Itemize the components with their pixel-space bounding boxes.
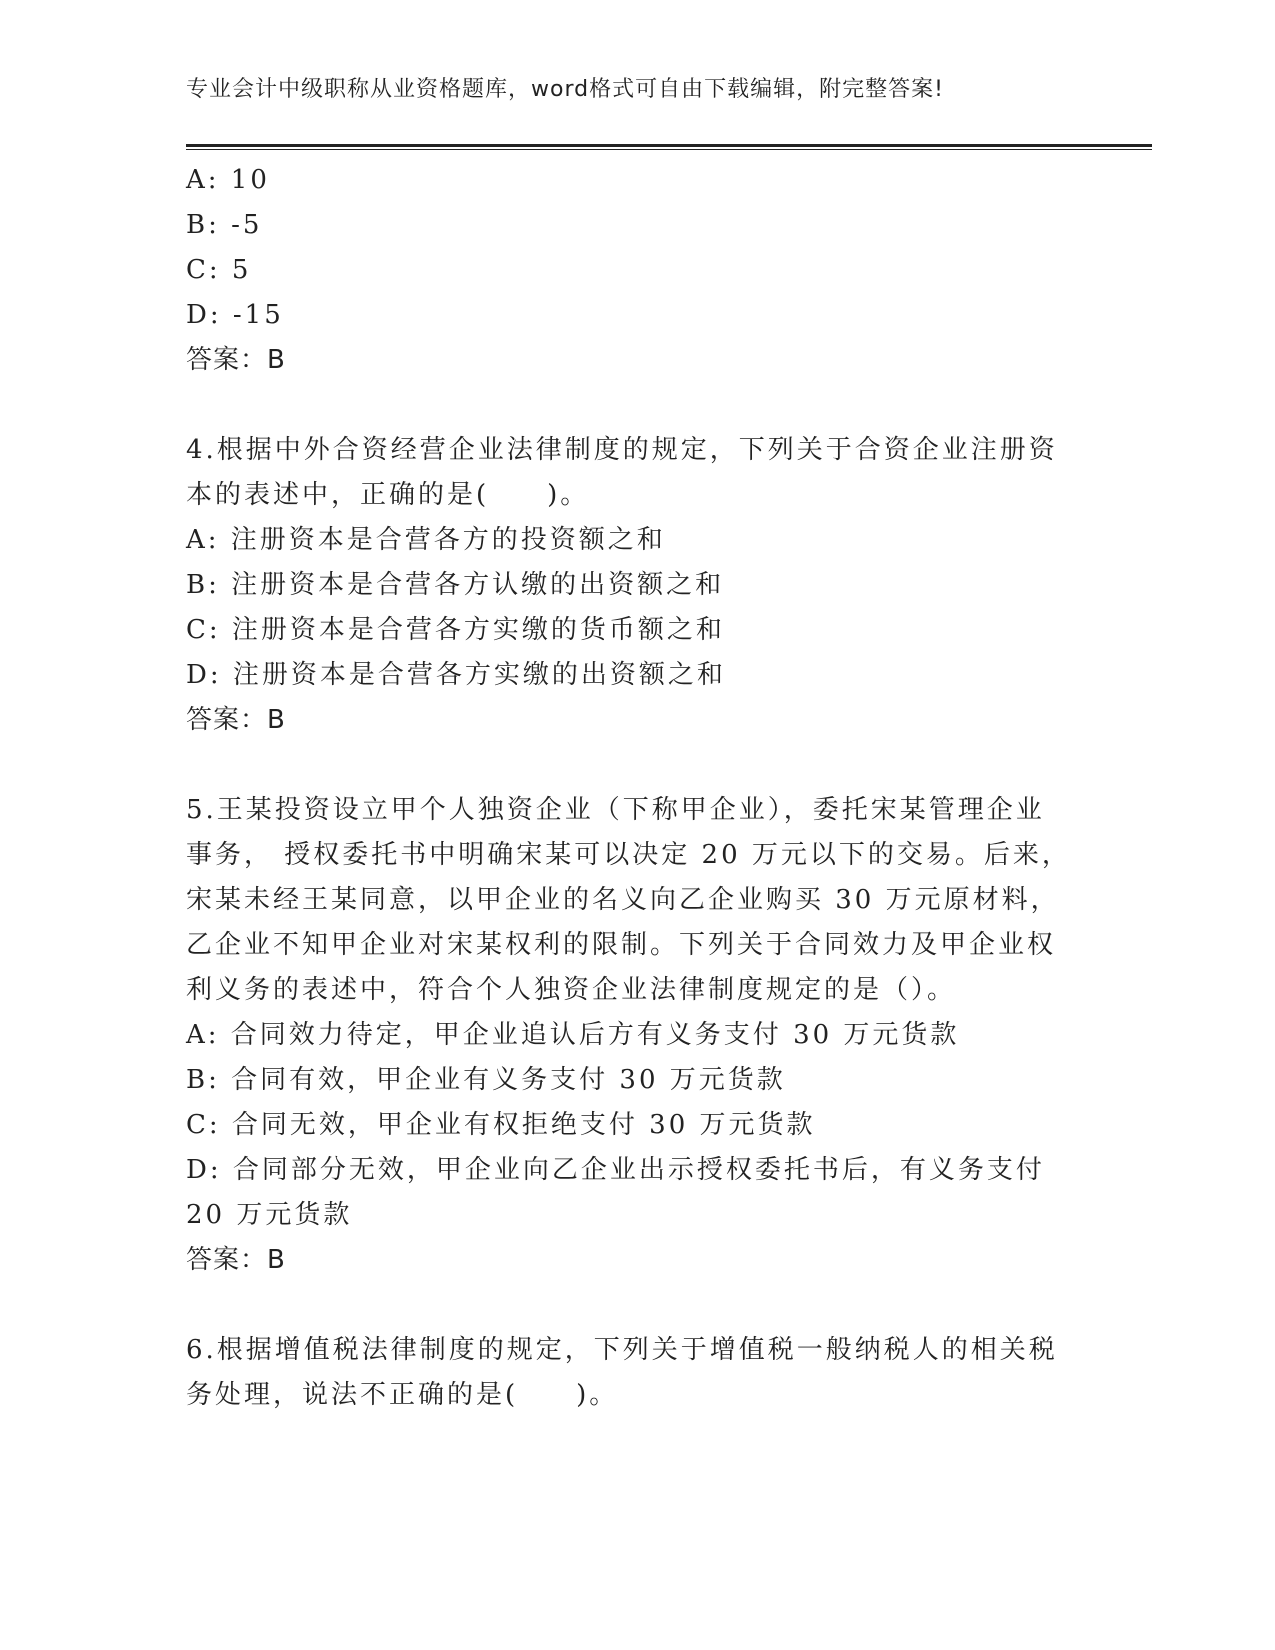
option-b: B: 注册资本是合营各方认缴的出资额之和 [186,570,725,600]
option-a: A: 合同效力待定，甲企业追认后方有义务支付 30 万元货款 [186,1020,960,1050]
option-a: A: 注册资本是合营各方的投资额之和 [186,525,666,555]
answer-line: 答案：B [186,705,286,735]
option-b: B: -5 [186,210,263,240]
question-6 [186,1328,1066,1418]
option-d: D: -15 [186,300,284,330]
option-c: C: 5 [186,255,252,285]
spacer [186,1283,1066,1328]
question-text: 利义务的表述中，符合个人独资企业法律制度规定的是（）。 [186,975,957,1005]
question-text: 4.根据中外合资经营企业法律制度的规定，下列关于合资企业注册资 [186,435,1058,465]
question-text: 事务， 授权委托书中明确宋某可以决定 20 万元以下的交易。后来， [186,840,1071,870]
header-divider [186,144,1152,150]
spacer [186,383,1066,428]
question-text: 乙企业不知甲企业对宋某权利的限制。下列关于合同效力及甲企业权 [186,930,1057,960]
answer-line: 答案：B [186,345,286,375]
question-text: 6.根据增值税法律制度的规定，下列关于增值税一般纳税人的相关税 [186,1335,1058,1365]
question-text: 5.王某投资设立甲个人独资企业（下称甲企业），委托宋某管理企业 [186,795,1045,825]
question-text: 本的表述中，正确的是( )。 [186,480,590,510]
option-b: B: 合同有效，甲企业有义务支付 30 万元货款 [186,1065,786,1095]
question-5 [186,788,1071,1283]
spacer [186,743,1066,788]
question-text: 宋某未经王某同意，以甲企业的名义向乙企业购买 30 万元原材料， [186,885,1060,915]
question-3-options [186,158,1066,383]
option-c: C: 合同无效，甲企业有权拒绝支付 30 万元货款 [186,1110,816,1140]
question-text: 务处理，说法不正确的是( )。 [186,1380,619,1410]
question-4 [186,428,1066,743]
option-d-continued: 20 万元货款 [186,1200,353,1230]
page-header: 专业会计中级职称从业资格题库，word格式可自由下载编辑，附完整答案! [186,77,944,102]
option-d: D: 合同部分无效，甲企业向乙企业出示授权委托书后，有义务支付 [186,1155,1045,1185]
option-d: D: 注册资本是合营各方实缴的出资额之和 [186,660,726,690]
answer-line: 答案：B [186,1245,286,1275]
option-c: C: 注册资本是合营各方实缴的货币额之和 [186,615,725,645]
option-a: A: 10 [186,165,270,195]
document-body [186,158,1071,1418]
